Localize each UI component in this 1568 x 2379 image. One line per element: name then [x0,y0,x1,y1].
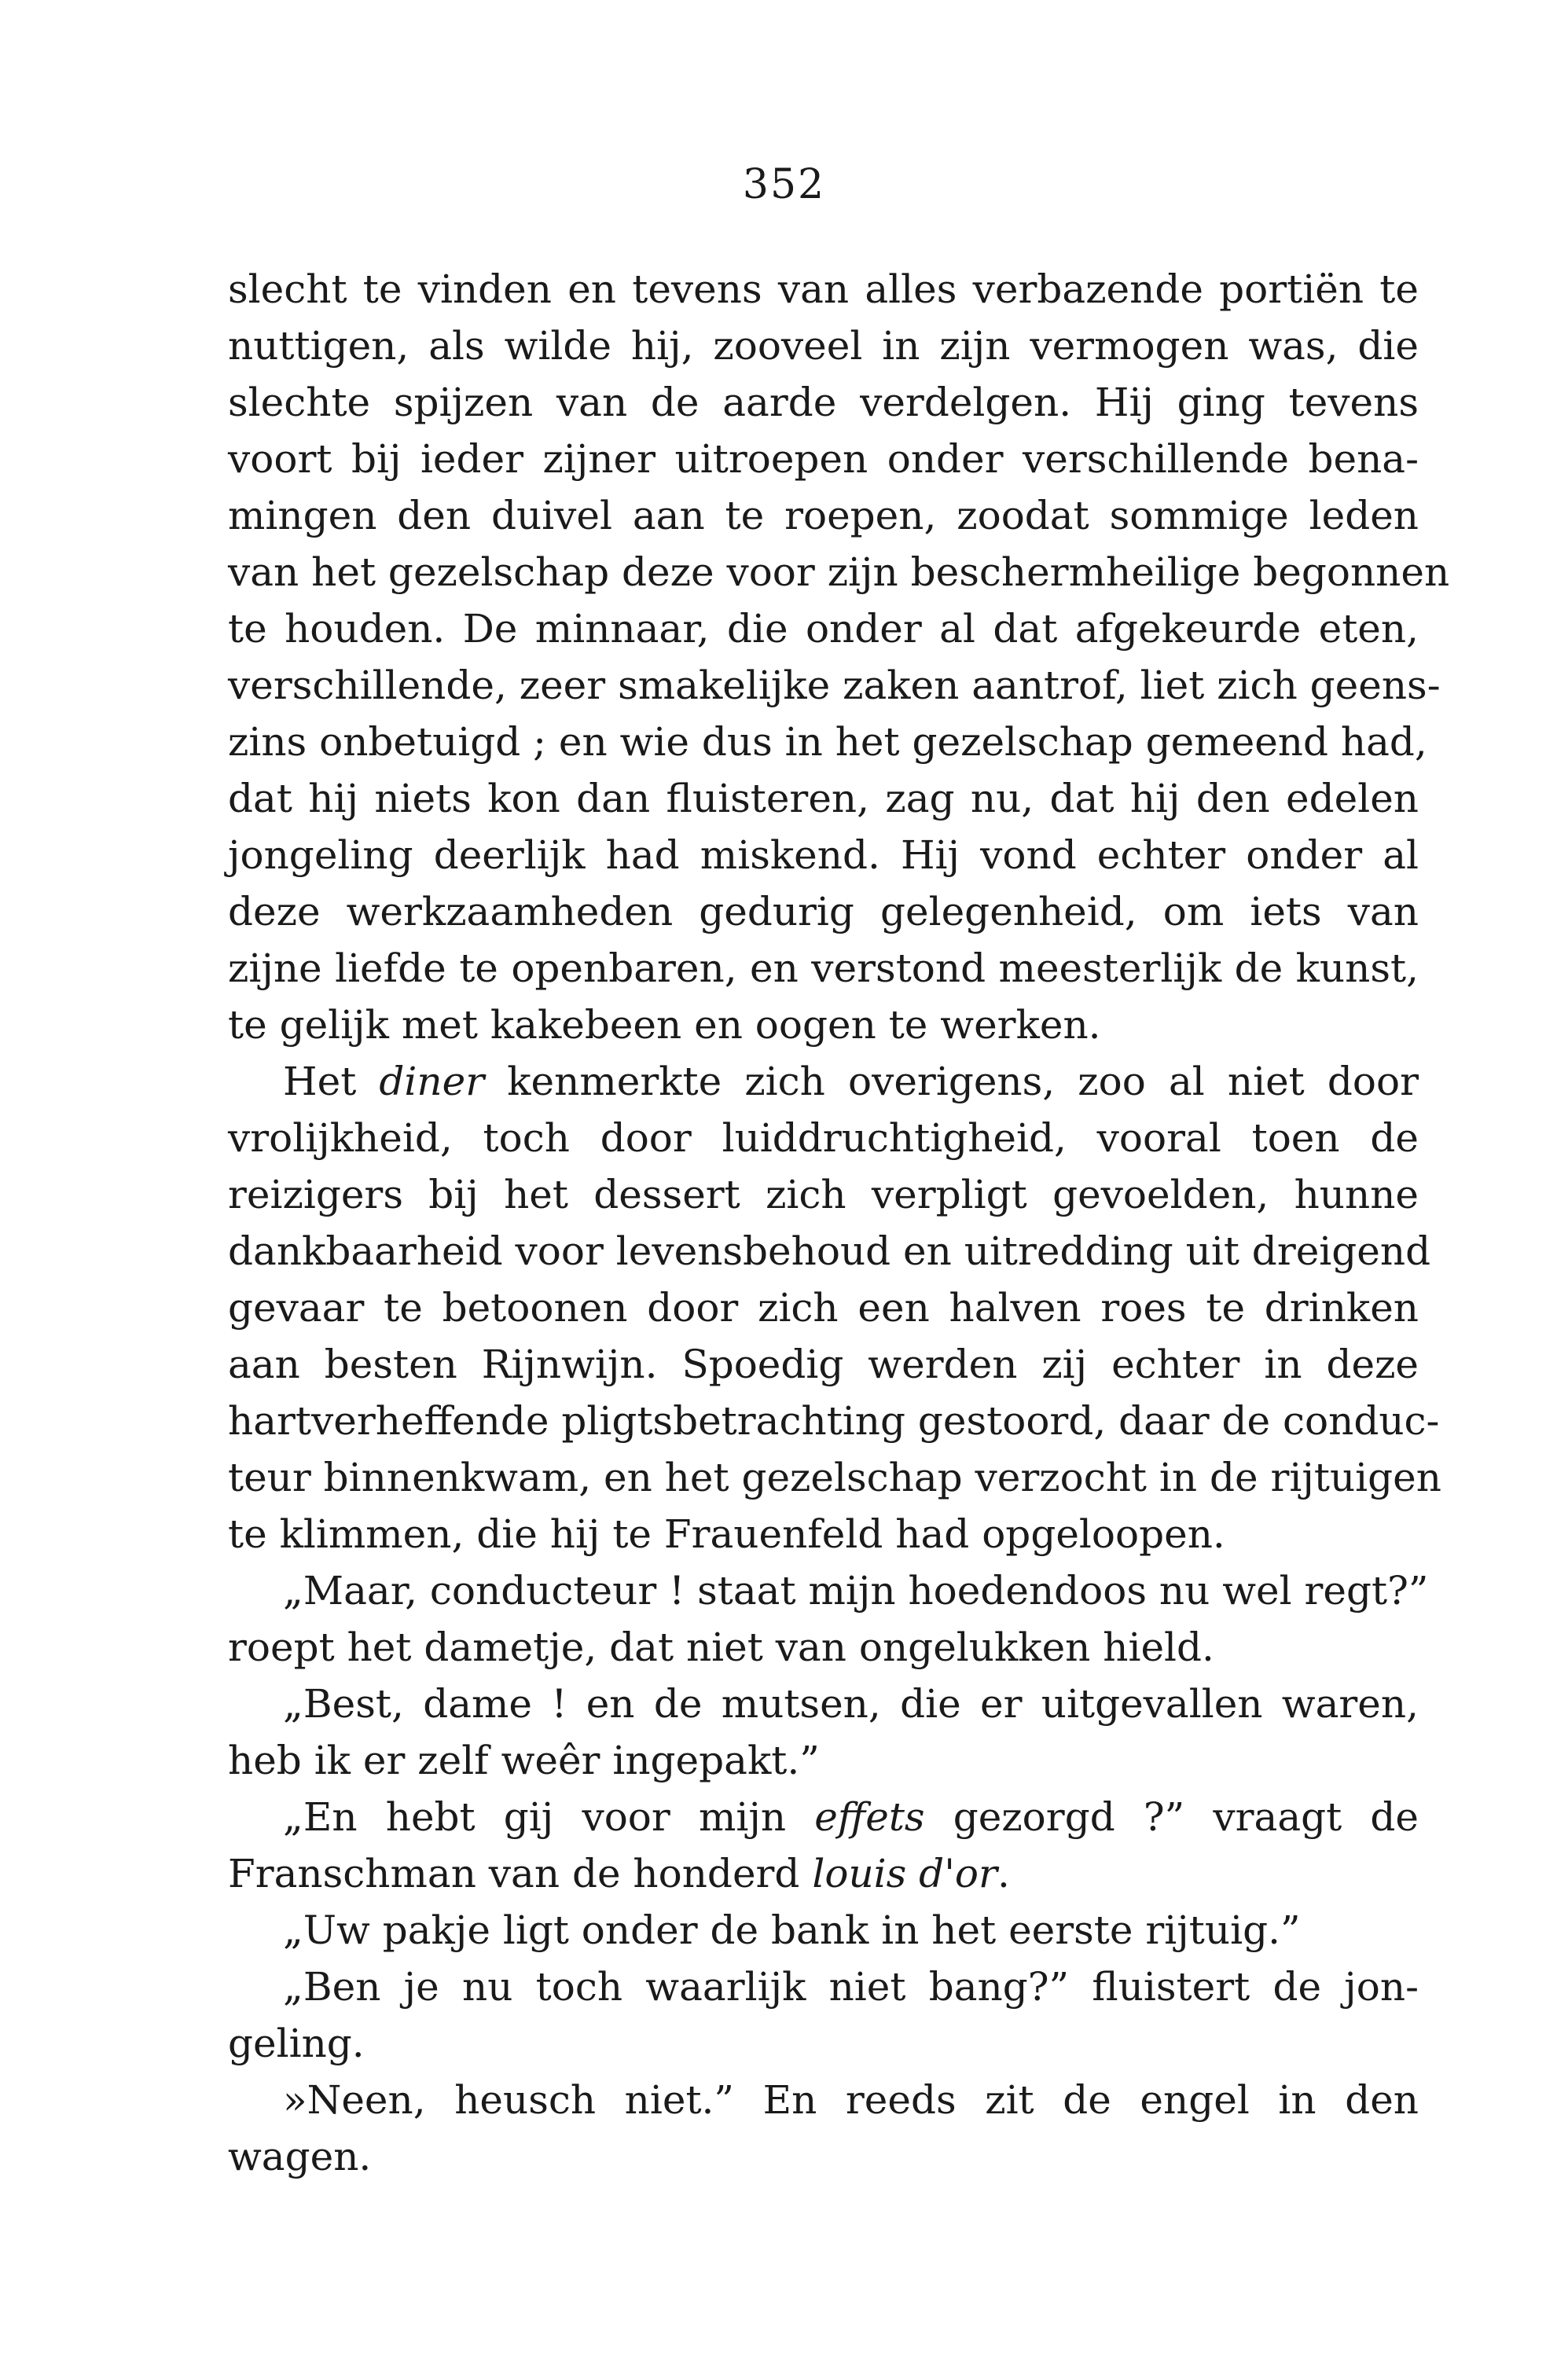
paragraph [228,1562,1429,1676]
text-line [228,770,1419,827]
text-line [228,1449,1441,1506]
text-line [228,1223,1431,1279]
text-run: jongeling deerlijk had miskend. Hij vond echter onder al [228,832,1419,878]
text-run: reizigers bij het dessert zich verpligt gevoelden, hunne [228,1172,1419,1217]
text-line [228,374,1419,431]
text-run: Het [283,1059,380,1104]
text-line [228,1279,1419,1336]
text-line [228,940,1419,997]
italic-text: diner [379,1059,485,1104]
text-run: zins onbetuigd ; en wie dus in het gezelschap gemeend had, [228,719,1427,765]
text-line [228,2072,1419,2128]
paragraph [228,2072,1419,2185]
text-run: slecht te vinden en tevens van alles verbazende portiën te [228,266,1419,312]
text-run: voort bij ieder zijner uitroepen onder verschillende bena- [228,436,1419,482]
text-line [228,1959,1419,2015]
text-line [228,1619,1419,1676]
text-run: heb ik er zelf weêr ingepakt.” [228,1738,820,1783]
text-line [228,261,1419,318]
text-line [228,1562,1429,1619]
text-run: „Maar, conducteur ! staat mijn hoedendoos nu wel regt?” [283,1568,1429,1614]
text-run: dat hij niets kon dan fluisteren, zag nu, dat hij den edelen [228,776,1419,821]
text-run: vrolijkheid, toch door luiddruchtigheid, vooral toen de [228,1115,1419,1161]
text-line [228,1902,1419,1959]
text-line [228,1845,1419,1902]
text-run: „Ben je nu toch waarlijk niet bang?” fluistert de jon- [283,1964,1419,2010]
text-line [228,1676,1419,1732]
text-run: te klimmen, die hij te Frauenfeld had opgeloopen. [228,1511,1225,1557]
text-run: nuttigen, als wilde hij, zooveel in zijn vermogen was, die [228,323,1419,369]
text-line [228,1166,1419,1223]
text-line [228,544,1450,600]
text-line [228,827,1419,883]
text-run: hartverheffende pligtsbetrachting gestoord, daar de conduc- [228,1398,1440,1444]
italic-text: effets [814,1794,925,1840]
text-run: roept het dametje, dat niet van ongelukken hield. [228,1625,1214,1670]
text-line [228,714,1427,770]
text-line [228,1053,1419,1110]
text-line [228,657,1441,714]
text-run: mingen den duivel aan te roepen, zoodat sommige leden [228,493,1419,538]
text-run: kenmerkte zich overigens, zoo al niet door [484,1059,1419,1104]
text-line [228,1393,1440,1449]
text-run: „Uw pakje ligt onder de bank in het eerste rijtuig.” [283,1907,1301,1953]
text-run: aan besten Rijnwijn. Spoedig werden zij echter in deze [228,1342,1419,1387]
text-run: van het gezelschap deze voor zijn beschermheilige begonnen [228,549,1450,595]
text-run: teur binnenkwam, en het gezelschap verzocht in de rijtuigen [228,1455,1441,1500]
italic-text: louis d'or [812,1851,997,1896]
text-line [228,600,1419,657]
text-run: wagen. [228,2134,372,2179]
paragraph [228,1789,1419,1902]
text-run: dankbaarheid voor levensbehoud en uitredding uit dreigend [228,1228,1431,1274]
text-line [228,2015,1419,2072]
body-text [228,261,1450,2185]
text-line [228,487,1419,544]
text-run: te houden. De minnaar, die onder al dat afgekeurde eten, [228,606,1419,652]
paragraph [228,1902,1419,1959]
text-run: . [997,1851,1010,1896]
text-run: te gelijk met kakebeen en oogen te werken. [228,1002,1101,1048]
text-run: „Best, dame ! en de mutsen, die er uitgevallen waren, [283,1681,1419,1727]
text-run: gevaar te betoonen door zich een halven roes te drinken [228,1285,1419,1331]
text-line [228,1110,1419,1166]
text-line [228,883,1419,940]
text-run: geling. [228,2021,365,2066]
text-run: zijne liefde te openbaren, en verstond meesterlijk de kunst, [228,945,1419,991]
text-line [228,1789,1419,1845]
text-run: »Neen, heusch niet.” En reeds zit de engel in den [283,2077,1419,2123]
text-run: gezorgd ?” vraagt de [924,1794,1419,1840]
text-line [228,1506,1419,1562]
paragraph [228,1053,1441,1562]
paragraph [228,1676,1419,1789]
text-run: slechte spijzen van de aarde verdelgen. Hij ging tevens [228,380,1419,425]
text-line [228,1732,1419,1789]
text-run: Franschman van de honderd [228,1851,813,1896]
page-number: 352 [742,161,826,208]
text-run: deze werkzaamheden gedurig gelegenheid, om iets van [228,889,1419,934]
paragraph [228,1959,1419,2072]
text-line [228,997,1419,1053]
text-line [228,1336,1419,1393]
text-line [228,431,1419,487]
text-run: verschillende, zeer smakelijke zaken aantrof, liet zich geens- [228,663,1441,708]
paragraph [228,261,1450,1053]
text-run: „En hebt gij voor mijn [283,1794,815,1840]
text-line [228,318,1419,374]
text-line [228,2128,1419,2185]
